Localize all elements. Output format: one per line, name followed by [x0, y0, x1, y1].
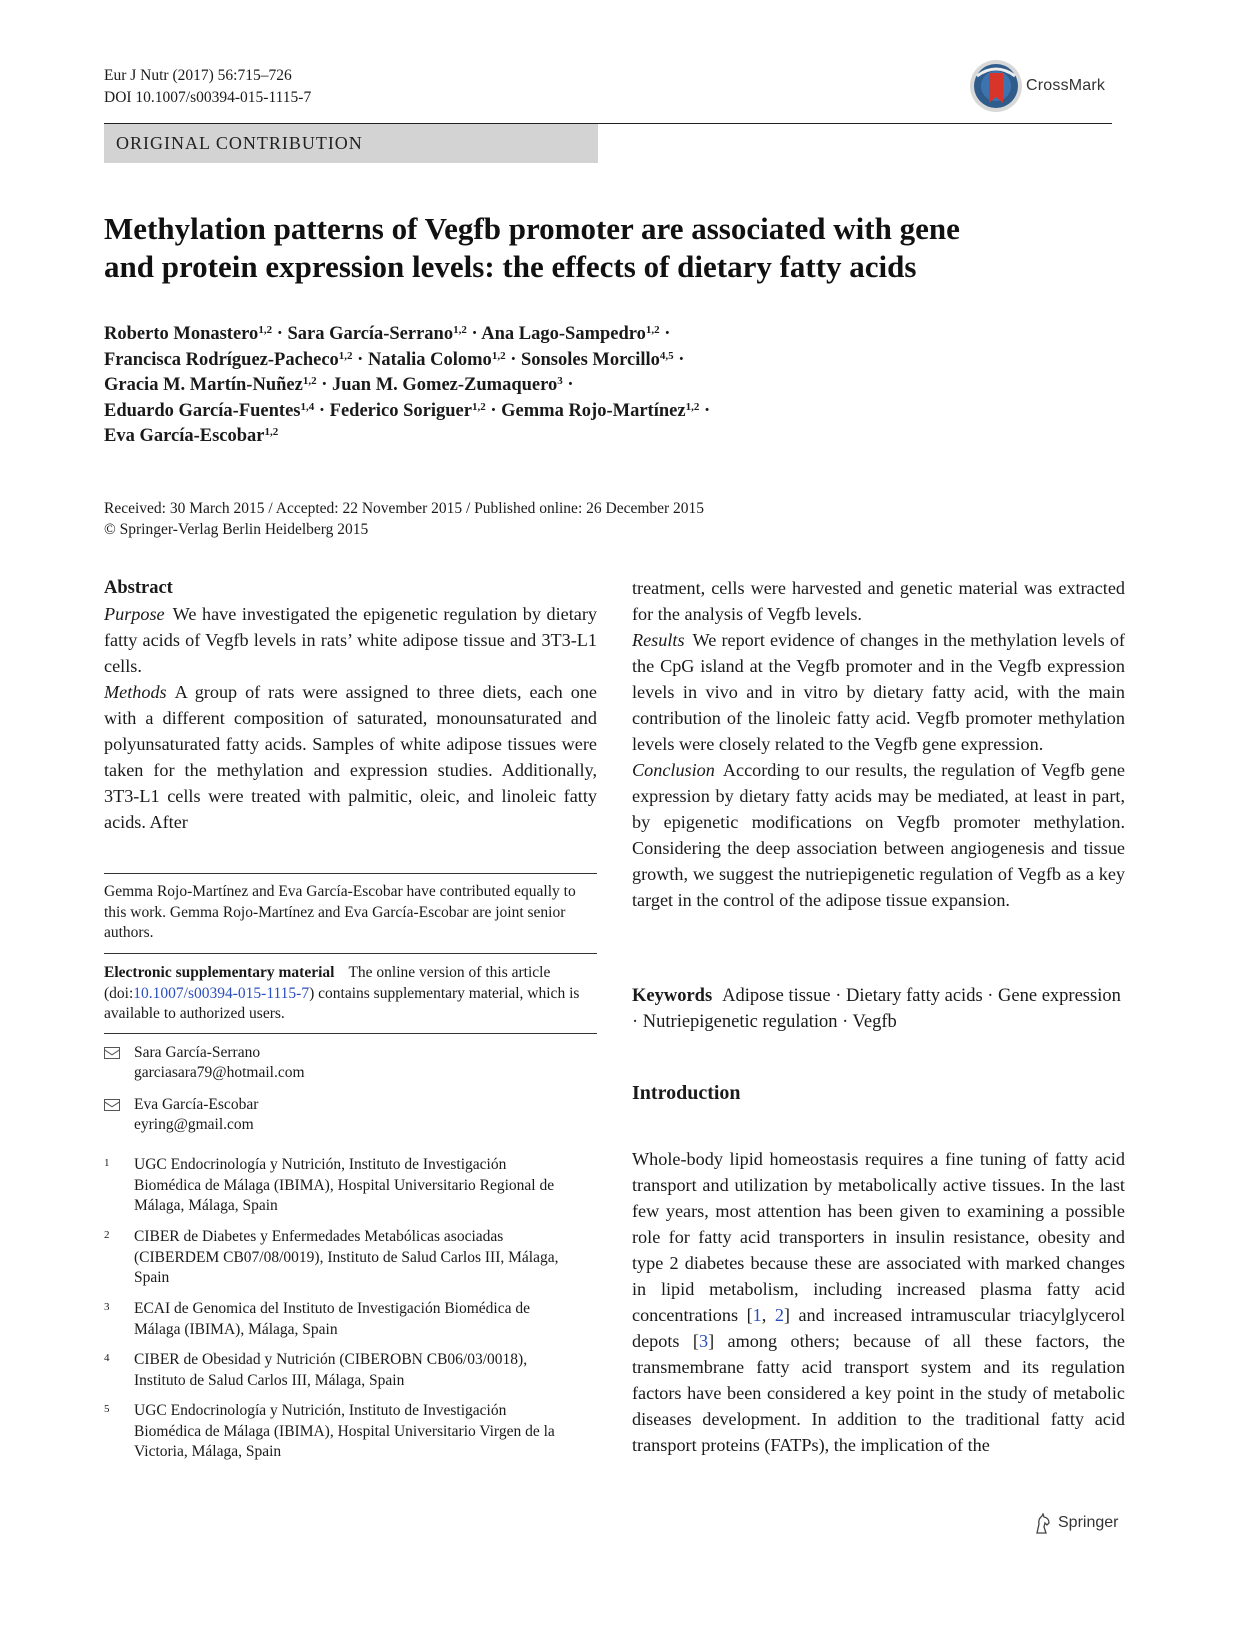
crossmark-icon — [968, 58, 1024, 114]
author-line-3: Gracia M. Martín-Nuñez$^{1,2}$ · Juan M. Gomez-Zumaquero$^3$ · — [104, 375, 574, 395]
author-affiliation: 1,2 — [685, 400, 700, 413]
conclusion-text: According to our results, the regulation of Vegfb gene expression by dietary fatty acids may be mediated, at least in part, by epigenetic modifications on Vegfb promoter methylation. Considering the deep association between angiogenesis and tissue growth, we suggest the nutriepigenetic regulation of Vegfb as a key target in the control of the adipose tissue expansion. — [632, 760, 1125, 910]
author-affiliation: 3 — [557, 375, 563, 387]
reference-link[interactable]: 1 — [752, 1305, 762, 1325]
author-affiliation: 1,2 — [338, 349, 353, 362]
author-line-4: Eduardo García-Fuentes$^{1,4}$ · Federico Soriguer$^{1,2}$ · Gemma Rojo-Martínez$^{1,2}$ · — [104, 400, 711, 421]
methods-label: Methods — [104, 682, 167, 702]
title-line-2: and protein expression levels: the effects of dietary fatty acids — [104, 249, 917, 284]
abstract-heading: Abstract — [104, 578, 173, 598]
author-name: Eduardo García-Fuentes — [104, 400, 301, 421]
esm-note — [104, 963, 597, 1025]
results-label: Results — [632, 630, 685, 650]
abstract-methods — [104, 679, 597, 835]
author-affiliation: 1,2 — [258, 324, 273, 336]
journal-citation: Eur J Nutr (2017) 56:715–726 — [104, 67, 292, 84]
affiliation-text: ECAI de Genomica del Instituto de Investigación Biomédica de Málaga (IBIMA), Málaga, Spain — [134, 1300, 530, 1338]
author-name: Sonsoles Morcillo — [520, 349, 660, 370]
reference-link[interactable]: 3 — [698, 1331, 709, 1351]
title-line-1: Methylation patterns of Vegfb promoter are associated with gene — [104, 211, 960, 246]
contact-entry — [104, 1043, 584, 1085]
author-name: Juan M. Gomez-Zumaquero — [332, 375, 558, 395]
keywords — [632, 983, 1125, 1035]
affiliation-number: 4 — [104, 1352, 110, 1364]
footnote-rule — [104, 873, 597, 874]
abstract-conclusion — [632, 757, 1125, 913]
author-affiliation: 1,2 — [453, 324, 467, 336]
affiliation-text: CIBER de Diabetes y Enfermedades Metabólicas asociadas (CIBERDEM CB07/08/0019), Instituto de Salud Carlos III, Málaga, Spain — [134, 1228, 559, 1286]
abstract-left — [104, 575, 597, 835]
affiliation-item — [104, 1155, 584, 1217]
affiliation-number: 2 — [104, 1229, 110, 1241]
author-line-2: Francisca Rodríguez-Pacheco$^{1,2}$ · Natalia Colomo$^{1,2}$ · Sonsoles Morcillo$^{4,5}$ · — [104, 349, 685, 370]
intro-text-part: ] among others; because of all these factors, the transmembrane fatty acid transport system and its regulation factors have been considered a key point in the study of metabolic diseases development. In addition to the traditional fatty acid transport proteins (FATPs), the implication of the — [632, 1331, 1125, 1455]
author-list — [104, 322, 1114, 450]
purpose-text: We have investigated the epigenetic regulation by dietary fatty acids of Vegfb levels in rats’ white adipose tissue and 3T3-L1 cells. — [104, 604, 597, 676]
intro-text-part: , — [761, 1305, 775, 1325]
affiliation-item — [104, 1401, 584, 1463]
springer-horse-icon — [1034, 1513, 1052, 1535]
publication-dates — [104, 498, 1114, 540]
affiliation-number: 3 — [104, 1301, 110, 1313]
affiliation-item — [104, 1350, 584, 1392]
envelope-icon — [104, 1099, 120, 1111]
affiliation-text: UGC Endocrinología y Nutrición, Instituto de Investigación Biomédica de Málaga (IBIMA), Hospital Universitario Regional de Málaga, Málaga, Spain — [134, 1156, 555, 1214]
results-text: We report evidence of changes in the methylation levels of the CpG island at the Vegfb promoter and in the Vegfb expression levels in vivo and in vitro by dietary fatty acid, with the main contribution of the linoleic fatty acid. Vegfb promoter methylation levels were closely related to the Vegfb gene expression. — [632, 630, 1125, 754]
doi-line: DOI 10.1007/s00394-015-1115-7 — [104, 89, 312, 106]
intro-text-part: Whole-body lipid homeostasis requires a fine tuning of fatty acid transport and utilization by metabolically active tissues. In the last few years, most attention has been given to examining a possible role for fatty acid transporters in insulin resistance, obesity and type 2 diabetes because these are associated with marked changes in lipid metabolism, including increased plasma fatty acid concentrations [ — [632, 1149, 1125, 1325]
author-affiliation: 1,2 — [645, 324, 660, 336]
history-line: Received: 30 March 2015 / Accepted: 22 November 2015 / Published online: 26 December 2015 — [104, 500, 705, 517]
esm-text-end: ) contains supplementary material, which is available to authorized users. — [104, 984, 580, 1022]
methods-text: A group of rats were assigned to three diets, each one with a different composition of saturated, monounsaturated and polyunsaturated fatty acids. Samples of white adipose tissues were taken for the methylation and expression studies. Additionally, 3T3-L1 cells were treated with palmitic, oleic, and linoleic fatty acids. After — [104, 682, 597, 832]
article-title — [104, 210, 1114, 286]
abstract-results — [632, 627, 1125, 757]
author-affiliation: 1,2 — [302, 375, 317, 387]
keywords-label: Keywords — [632, 986, 713, 1006]
publisher-logo — [1034, 1513, 1124, 1537]
esm-doi-link[interactable]: 10.1007/s00394-015-1115-7 — [133, 984, 310, 1002]
purpose-label: Purpose — [104, 604, 165, 624]
methods-continued: treatment, cells were harvested and genetic material was extracted for the analysis of Vegfb levels. — [632, 578, 1125, 624]
introduction-text — [632, 1146, 1125, 1458]
author-name: Sara García-Serrano — [287, 324, 454, 344]
equal-contribution-note: Gemma Rojo-Martínez and Eva García-Escobar have contributed equally to this work. Gemma Rojo-Martínez and Eva García-Escobar are joint senior authors. — [104, 883, 576, 941]
author-name: Eva García-Escobar — [104, 426, 265, 446]
esm-text: The online version of this article (doi: — [104, 964, 551, 1002]
author-affiliation: 1,2 — [491, 349, 506, 362]
publisher-name: Springer — [1058, 1514, 1119, 1531]
keywords-text: Adipose tissue · Dietary fatty acids · Gene expression · Nutriepigenetic regulation · Vegfb — [632, 986, 1121, 1032]
contact-rule — [104, 1033, 597, 1034]
author-line-5 — [104, 424, 1114, 450]
introduction-heading: Introduction — [632, 1082, 741, 1104]
author-affiliation: 1,4 — [300, 400, 315, 413]
crossmark-badge[interactable] — [968, 58, 1106, 114]
author-affiliation: 1,2 — [264, 426, 279, 438]
affiliation-number: 5 — [104, 1403, 110, 1415]
author-name: Ana Lago-Sampedro — [481, 324, 646, 344]
contact-entry — [104, 1095, 584, 1137]
abstract-purpose — [104, 601, 597, 679]
author-affiliation: 4,5 — [659, 349, 674, 362]
affiliation-item — [104, 1227, 584, 1289]
esm-label: Electronic supplementary material — [104, 964, 335, 981]
affiliation-number: 1 — [104, 1157, 110, 1169]
author-name: Gracia M. Martín-Nuñez — [104, 375, 303, 395]
copyright-line: © Springer-Verlag Berlin Heidelberg 2015 — [104, 521, 369, 538]
author-name: Francisca Rodríguez-Pacheco — [104, 349, 339, 370]
author-name: Natalia Colomo — [367, 349, 492, 370]
esm-rule — [104, 953, 597, 954]
affiliation-text: CIBER de Obesidad y Nutrición (CIBEROBN CB06/03/0018), Instituto de Salud Carlos III, Málaga, Spain — [134, 1351, 528, 1389]
abstract-right — [632, 575, 1125, 913]
article-type-label: ORIGINAL CONTRIBUTION — [116, 133, 363, 153]
article-type-band — [104, 124, 598, 163]
author-name: Gemma Rojo-Martínez — [501, 400, 686, 421]
author-line-1: Roberto Monastero$^{1,2}$ · Sara García-Serrano$^{1,2}$ · Ana Lago-Sampedro$^{1,2}$ · — [104, 324, 671, 344]
contact-name: Eva García-Escobar — [134, 1096, 259, 1113]
reference-link[interactable]: 2 — [774, 1305, 784, 1325]
contact-name: Sara García-Serrano — [134, 1044, 261, 1061]
conclusion-label: Conclusion — [632, 760, 715, 780]
author-name: Federico Soriguer — [329, 400, 472, 421]
affiliation-text: UGC Endocrinología y Nutrición, Instituto de Investigación Biomédica de Málaga (IBIMA), Hospital Universitario Virgen de la Victoria, Málaga, Spain — [134, 1402, 555, 1460]
author-affiliation: 1,2 — [471, 400, 486, 413]
author-name: Roberto Monastero — [104, 324, 259, 344]
affiliation-item — [104, 1299, 584, 1341]
crossmark-label: CrossMark — [1026, 77, 1106, 94]
contact-email[interactable]: garciasara79@hotmail.com — [134, 1064, 305, 1081]
contact-email[interactable]: eyring@gmail.com — [134, 1116, 254, 1133]
intro-text-part: ] and increased intramuscular triacylglycerol depots [ — [632, 1305, 1126, 1351]
envelope-icon — [104, 1047, 120, 1059]
